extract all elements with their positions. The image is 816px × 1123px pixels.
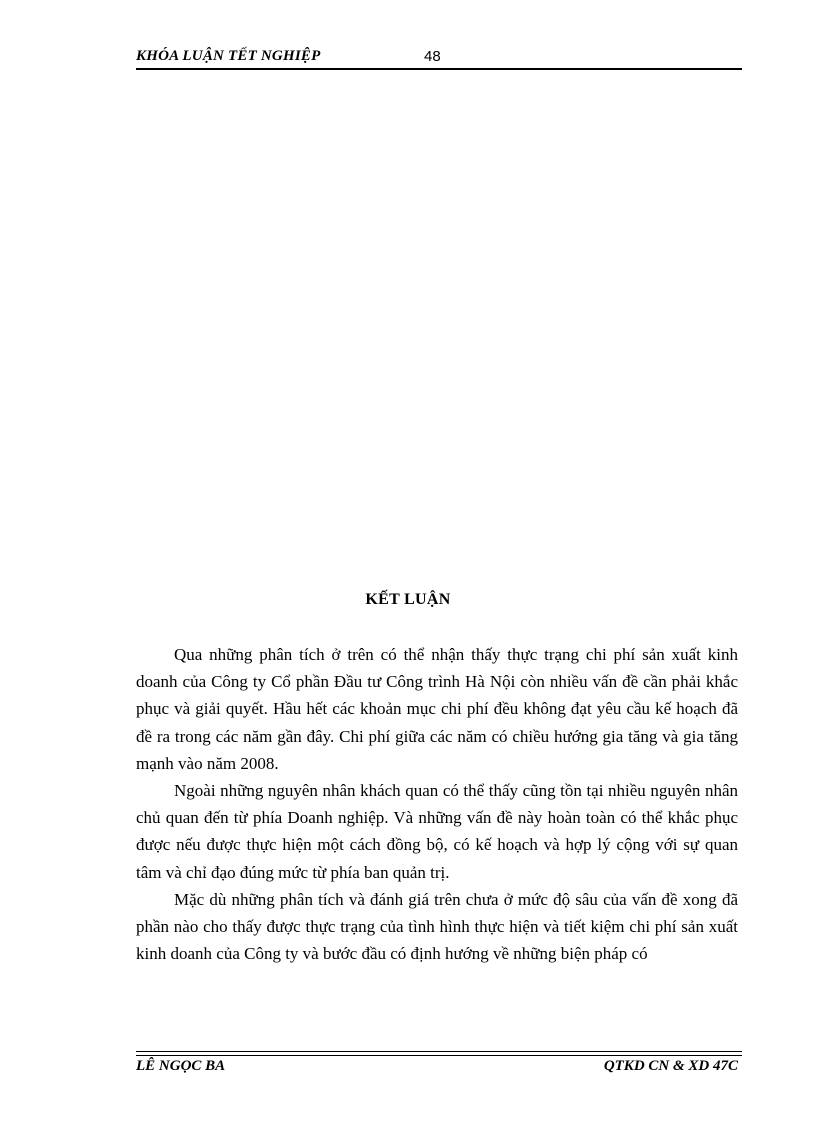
footer-class-code: QTKD CN & XD 47C: [603, 1058, 738, 1074]
paragraph: Qua những phân tích ở trên có thể nhận thấy thực trạng chi phí sản xuất kinh doanh của Công ty Cổ phần Đầu tư Công trình Hà Nội còn nhiều vấn đề cần phải khắc phục và giải quyết. Hầu hết các khoản mục chi phí đều không đạt yêu cầu kế hoạch đã đề ra trong các năm gần đây. Chi phí giữa các năm có chiều hướng gia tăng và gia tăng mạnh vào năm 2008.: [136, 645, 738, 773]
paragraph: Mặc dù những phân tích và đánh giá trên chưa ở mức độ sâu của vấn đề xong đã phần nào cho thấy được thực trạng của tình hình thực hiện và tiết kiệm chi phí sản xuất kinh doanh của Công ty và bước đầu có định hướng về những biện pháp có: [136, 889, 738, 964]
body-text: [136, 641, 738, 967]
page-footer: [136, 1058, 738, 1078]
footer-rule: [136, 1051, 742, 1056]
section-heading: KẾT LUẬN: [365, 591, 451, 608]
page-number: 48: [424, 48, 441, 65]
paragraph: Ngoài những nguyên nhân khách quan có thể thấy cũng tồn tại nhiều nguyên nhân chủ quan đến từ phía Doanh nghiệp. Và những vấn đề này hoàn toàn có thể khắc phục được nếu được thực hiện một cách đồng bộ, có kế hoạch và hợp lý cộng với sự quan tâm và chỉ đạo đúng mức từ phía ban quản trị.: [136, 781, 738, 882]
footer-author: LÊ NGỌC BA: [136, 1058, 226, 1074]
header-title: KHÓA LUẬN TẾT NGHIỆP: [136, 48, 321, 64]
header-rule: [136, 68, 742, 70]
page-header: [136, 48, 742, 68]
